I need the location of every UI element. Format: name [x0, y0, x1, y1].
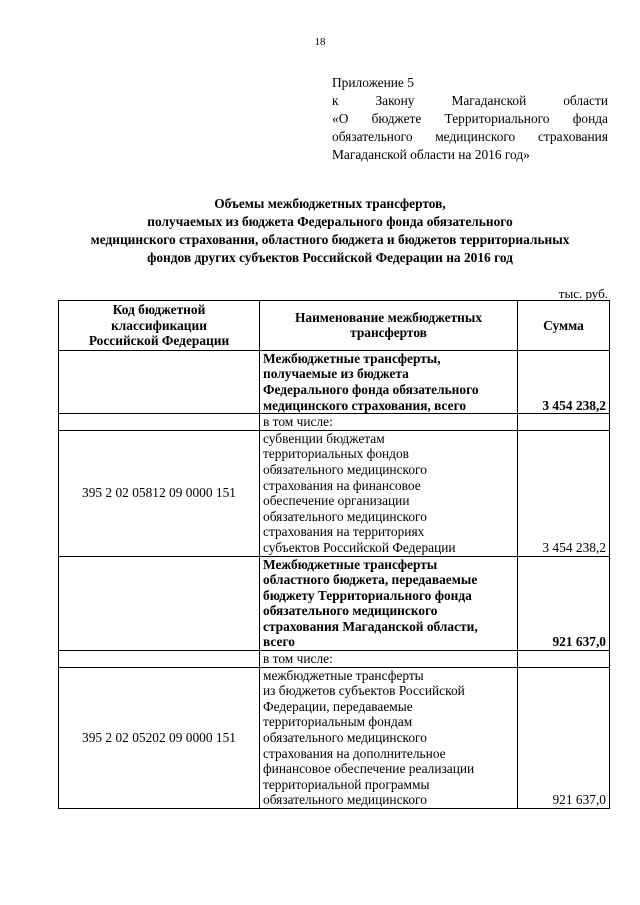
transfer-name-line: территориальной программы [263, 776, 430, 792]
appendix-law-title: Магаданской области на 2016 год» [332, 147, 530, 162]
title-line: получаемых из бюджета Федерального фонда обязательного [147, 214, 513, 229]
amount-cell [518, 414, 610, 431]
table-row [59, 556, 610, 651]
transfer-name-line: получаемые из бюджета [263, 366, 409, 382]
table-row [59, 414, 610, 431]
amount-cell: 3 454 238,2 [518, 430, 610, 556]
budget-code-cell: 395 2 02 05202 09 0000 151 [59, 667, 260, 808]
transfer-name-cell [260, 414, 518, 431]
table-body [59, 350, 610, 808]
amount-cell: 921 637,0 [518, 667, 610, 808]
title-line: Объемы межбюджетных трансфертов, [214, 196, 446, 211]
transfer-name-line: субвенции бюджетам [263, 430, 385, 446]
transfer-name-line: Федерации, передаваемые [263, 698, 413, 714]
amount-cell: 921 637,0 [518, 556, 610, 651]
header-sum: Сумма [518, 301, 610, 351]
appendix-word: Магаданской [451, 93, 527, 108]
transfer-name-line: в том числе: [263, 651, 333, 667]
budget-code-cell [59, 651, 260, 668]
transfer-name-line: обязательного медицинского [263, 461, 427, 477]
transfer-name-line: территориальным фондам [263, 714, 413, 730]
appendix-word: Закону [375, 93, 415, 108]
appendix-label: Приложение 5 [332, 75, 414, 90]
transfer-name-line: межбюджетные трансферты [263, 667, 424, 683]
transfer-name-cell [260, 556, 518, 651]
transfer-name-line: страхования на финансовое [263, 477, 421, 493]
header-line: трансфертов [350, 325, 427, 341]
transfer-name-line: обеспечение организации [263, 493, 410, 509]
transfer-name-cell [260, 350, 518, 413]
transfer-name-line: обязательного медицинского [263, 603, 438, 619]
transfer-name-line: медицинского страхования, всего [263, 397, 467, 413]
transfer-name-line: финансовое обеспечение реализации [263, 761, 475, 777]
transfer-name-line: бюджету Территориального фонда [263, 587, 472, 603]
appendix-word: к [332, 93, 339, 108]
transfer-name-line: обязательного медицинского [263, 730, 427, 746]
appendix-word: области [563, 93, 608, 108]
transfer-name-line: территориальных фондов [263, 446, 410, 462]
appendix-header [332, 74, 608, 164]
transfer-name-line: из бюджетов субъектов Российской [263, 683, 465, 699]
budget-code-cell: 395 2 02 05812 09 0000 151 [59, 430, 260, 556]
amount-cell [518, 651, 610, 668]
transfers-table [58, 300, 610, 809]
appendix-law-title: «О бюджете Территориального фонда [332, 111, 608, 126]
table-row [59, 350, 610, 413]
page-number: 18 [314, 36, 326, 48]
transfer-name-line: страхования на территориях [263, 524, 425, 540]
table-header-row [59, 301, 610, 351]
header-line: Код бюджетной [112, 302, 206, 317]
appendix-law-title: обязательного медицинского страхования [332, 129, 608, 144]
amount-cell: 3 454 238,2 [518, 350, 610, 413]
transfer-name-line: областного бюджета, передаваемые [263, 572, 478, 588]
table-row [59, 651, 610, 668]
header-name [260, 301, 518, 351]
table-row [59, 430, 610, 556]
transfer-name-cell [260, 651, 518, 668]
header-line: Наименование межбюджетных [294, 309, 483, 325]
header-line: классификации [111, 317, 207, 333]
transfer-name-line: Межбюджетные трансферты, [263, 350, 441, 366]
budget-code-cell [59, 414, 260, 431]
transfer-name-line: Федерального фонда обязательного [263, 381, 479, 397]
budget-code-cell [59, 350, 260, 413]
units-label: тыс. руб. [558, 286, 608, 301]
budget-code-cell [59, 556, 260, 651]
transfer-name-line: всего [263, 634, 295, 650]
header-line: Российской Федерации [88, 333, 230, 349]
document-title [40, 195, 620, 267]
appendix-law-line [332, 92, 608, 110]
transfer-name-line: обязательного медицинского [263, 792, 427, 808]
title-line: фондов других субъектов Российской Федерации на 2016 год [147, 250, 513, 265]
transfer-name-line: обязательного медицинского [263, 508, 427, 524]
transfer-name-line: субъектов Российской Федерации [263, 539, 456, 555]
table-row [59, 667, 610, 808]
transfer-name-line: страхования Магаданской области, [263, 618, 478, 634]
title-line: медицинского страхования, областного бюджета и бюджетов территориальных [90, 232, 570, 247]
transfer-name-line: в том числе: [263, 414, 333, 430]
transfer-name-cell [260, 667, 518, 808]
transfer-name-line: страхования на дополнительное [263, 745, 446, 761]
header-code [59, 301, 260, 351]
transfer-name-cell [260, 430, 518, 556]
transfer-name-line: Межбюджетные трансферты [263, 556, 438, 572]
